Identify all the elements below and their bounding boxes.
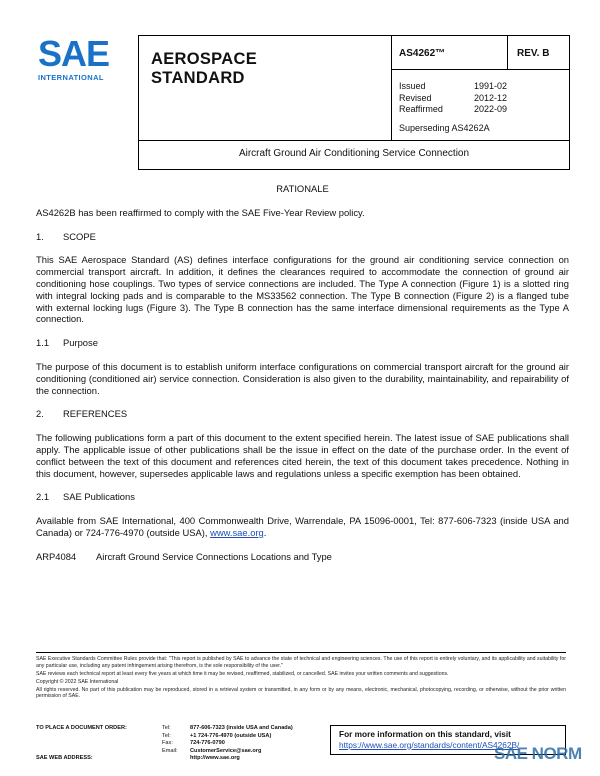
sae-logo: [38, 33, 120, 84]
sae-website-link[interactable]: www.sae.org: [210, 526, 264, 538]
section-1-text: This SAE Aerospace Standard (AS) defines interface configurations for the ground air conditioning service connection on commercial transport aircraft. In addition, it defines the clearances required to accommodate the connection of ground air conditioning hose couplings. Two types of service connections are included. The Type A connection (Figure 1) is a slotted ring with integral locking pads and is comparable to the MS33562 connection. The Type B connection (Figure 2) is a flanged tube with external locking lugs (Figure 3). The Type B connection has the same interface dimensional requirements as the Type A connection.: [36, 254, 569, 325]
document-body: [36, 183, 569, 563]
logo-subtext: INTERNATIONAL: [38, 73, 104, 82]
section-2-heading: 2. REFERENCES: [36, 408, 128, 420]
standard-type: [151, 50, 257, 88]
logo-text: SAE: [38, 33, 110, 74]
standard-type-line1: AEROSPACE: [151, 50, 257, 68]
section-1-1-text: The purpose of this document is to establish uniform interface configurations on commercial transport aircraft for the ground air conditioning (conditioned air) service connection. Consideration is also given to the durability, maintainability, and repairability of the connection.: [36, 360, 569, 396]
section-2-1-text: Available from SAE International, 400 Commonwealth Drive, Warrendale, PA 15096-0001, Tel: 877-606-7323 (inside USA and Canada) or 724-776-4970 (outside USA), www.sae.org.: [36, 515, 569, 538]
date-row-revised: Revised 2012-12: [399, 92, 508, 103]
sae-web-address[interactable]: http://www.sae.org: [190, 755, 240, 762]
date-row-reaffirmed: Reaffirmed 2022-09: [399, 104, 508, 114]
more-info-heading: For more information on this standard, visit: [339, 729, 511, 739]
section-2-1-heading: 2.1 SAE Publications: [36, 491, 135, 503]
sae-norm-watermark: SAE NORM: [494, 744, 582, 763]
footer-divider: [36, 652, 566, 653]
order-contact-block: TO PLACE A DOCUMENT ORDER: Tel: 877-606-7323 (inside USA and Canada) Tel: +1 724-776-4970 (outside USA) Fax: 724-776-0790 Email: CustomerService@sae.org SAE WEB ADDRESS: http://www.sae.org: [36, 725, 293, 762]
section-2-text: The following publications form a part of this document to the extent specified herein. The latest issue of SAE publications shall apply. The applicable issue of other publications shall be the issue in effect on the date of the purchase order. In the event of conflict between the text of this document and references cited herein, the text of this document takes precedence. Nothing in this document, however, supersedes applicable laws and regulations unless a specific exemption has been obtained.: [36, 432, 569, 479]
customer-service-email[interactable]: CustomerService@sae.org: [190, 747, 262, 754]
rationale-heading: RATIONALE: [276, 183, 329, 194]
footer-rules-text: SAE Executive Standards Committee Rules provide that: "This report is published by SAE to advance the state of technical and engineering sciences. The use of this report is entirely voluntary, and its applicability and suitability for any particular use, including any patent infringement arising therefrom, is the sole responsibility of the user.": [36, 656, 566, 669]
section-1-1-heading: 1.1 Purpose: [36, 337, 98, 349]
revision-label: REV. B: [517, 48, 550, 59]
footer-rights-text: All rights reserved. No part of this publication may be reproduced, stored in a retrieval system or transmitted, in any form or by any means, electronic, mechanical, photocopying, recording, or otherwise, without the prior written permission of SAE.: [36, 686, 566, 700]
web-label: SAE WEB ADDRESS:: [36, 755, 93, 762]
date-row-issued: Issued 1991-02: [399, 81, 508, 91]
document-number: AS4262™: [399, 48, 446, 59]
footer-copyright: Copyright © 2022 SAE International: [36, 678, 119, 685]
superseding-note: Superseding AS4262A: [399, 123, 490, 133]
section-1-heading: 1. SCOPE: [36, 230, 96, 242]
date-table: [399, 81, 539, 116]
rationale-text: AS4262B has been reaffirmed to comply with the SAE Five-Year Review policy.: [36, 206, 365, 218]
reference-entry: ARP4084 Aircraft Ground Service Connections Locations and Type: [36, 550, 332, 562]
footer-review-text: SAE reviews each technical report at least every five years at which time it may be revised, reaffirmed, stabilized, or cancelled. SAE invites your written comments and suggestions.: [36, 670, 449, 677]
header-box: [138, 35, 570, 170]
order-label: TO PLACE A DOCUMENT ORDER:: [36, 725, 127, 731]
standard-type-line2: STANDARD: [151, 69, 245, 87]
standard-url-link[interactable]: https://www.sae.org/standards/content/AS4262B/: [339, 739, 520, 750]
footer-legal: [36, 656, 566, 702]
document-title: Aircraft Ground Air Conditioning Service Connection: [238, 148, 470, 159]
